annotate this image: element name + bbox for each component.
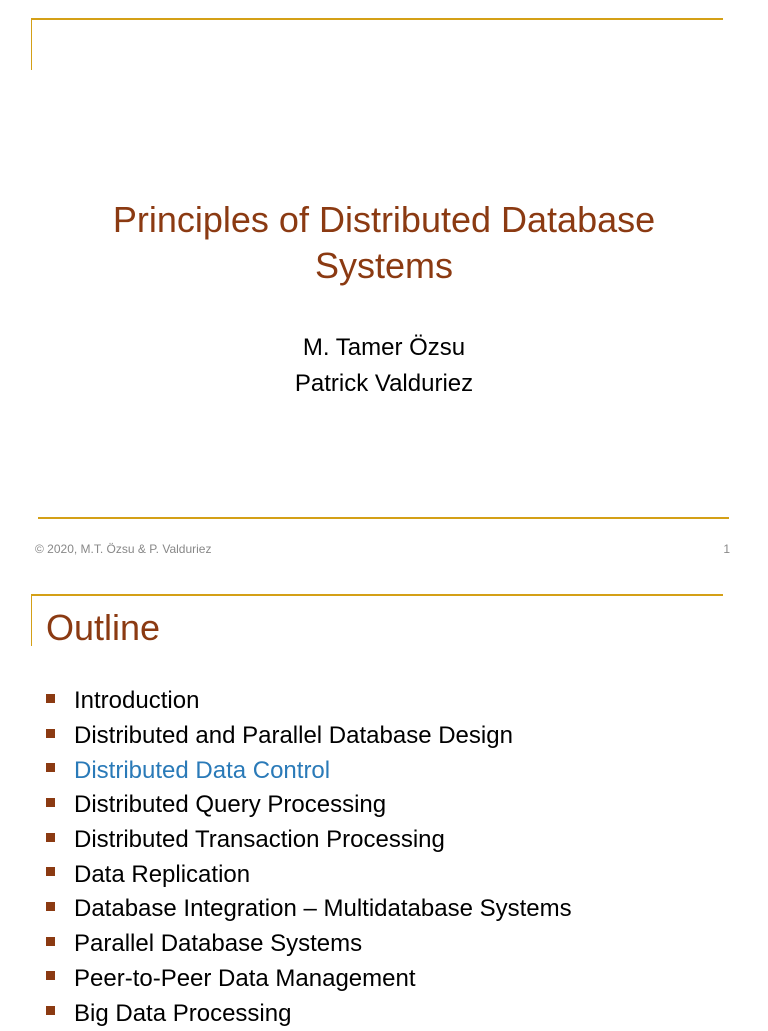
outline-item-label: Distributed and Parallel Database Design: [74, 722, 513, 750]
outline-item-label: Big Data Processing: [74, 999, 292, 1027]
outline-item-label: Distributed Query Processing: [74, 791, 387, 819]
square-bullet-icon: [46, 867, 55, 876]
square-bullet-icon: [46, 798, 55, 807]
square-bullet-icon: [46, 1006, 55, 1015]
author-name: Patrick Valduriez: [294, 370, 474, 397]
square-bullet-icon: [46, 694, 55, 703]
outline-list: [46, 684, 572, 1031]
outline-item-label: Database Integration – Multidatabase Systems: [74, 895, 572, 923]
outline-item: [46, 892, 572, 927]
top-rule: [32, 594, 723, 596]
square-bullet-icon: [46, 729, 55, 738]
left-rule: [31, 594, 32, 646]
author-name: M. Tamer Özsu: [302, 334, 466, 361]
outline-item: [46, 962, 572, 997]
outline-item: [46, 996, 572, 1031]
title-line-2: Systems: [314, 245, 454, 286]
outline-item[interactable]: [46, 753, 572, 788]
outline-item: [46, 719, 572, 754]
outline-item: [46, 823, 572, 858]
outline-item-label[interactable]: Distributed Data Control: [74, 756, 331, 784]
outline-item-label: Distributed Transaction Processing: [74, 826, 445, 854]
footer-rule: [38, 517, 729, 519]
outline-item-label: Parallel Database Systems: [74, 930, 363, 958]
page-number: 1: [723, 542, 730, 556]
copyright-notice: © 2020, M.T. Özsu & P. Valduriez: [35, 542, 212, 556]
square-bullet-icon: [46, 937, 55, 946]
outline-item-label: Data Replication: [74, 860, 251, 888]
outline-item: [46, 857, 572, 892]
square-bullet-icon: [46, 833, 55, 842]
outline-item-label: Peer-to-Peer Data Management: [74, 964, 416, 992]
top-rule: [32, 18, 723, 20]
outline-slide: [0, 580, 768, 1027]
square-bullet-icon: [46, 902, 55, 911]
square-bullet-icon: [46, 971, 55, 980]
outline-item: [46, 684, 572, 719]
title-line-1: Principles of Distributed Database: [112, 199, 656, 240]
author-block: [0, 330, 768, 402]
outline-item-label: Introduction: [74, 687, 200, 715]
outline-item: [46, 927, 572, 962]
outline-item: [46, 788, 572, 823]
outline-title: Outline: [46, 607, 161, 648]
slide-title: [60, 197, 708, 289]
left-rule: [31, 18, 32, 70]
square-bullet-icon: [46, 763, 55, 772]
